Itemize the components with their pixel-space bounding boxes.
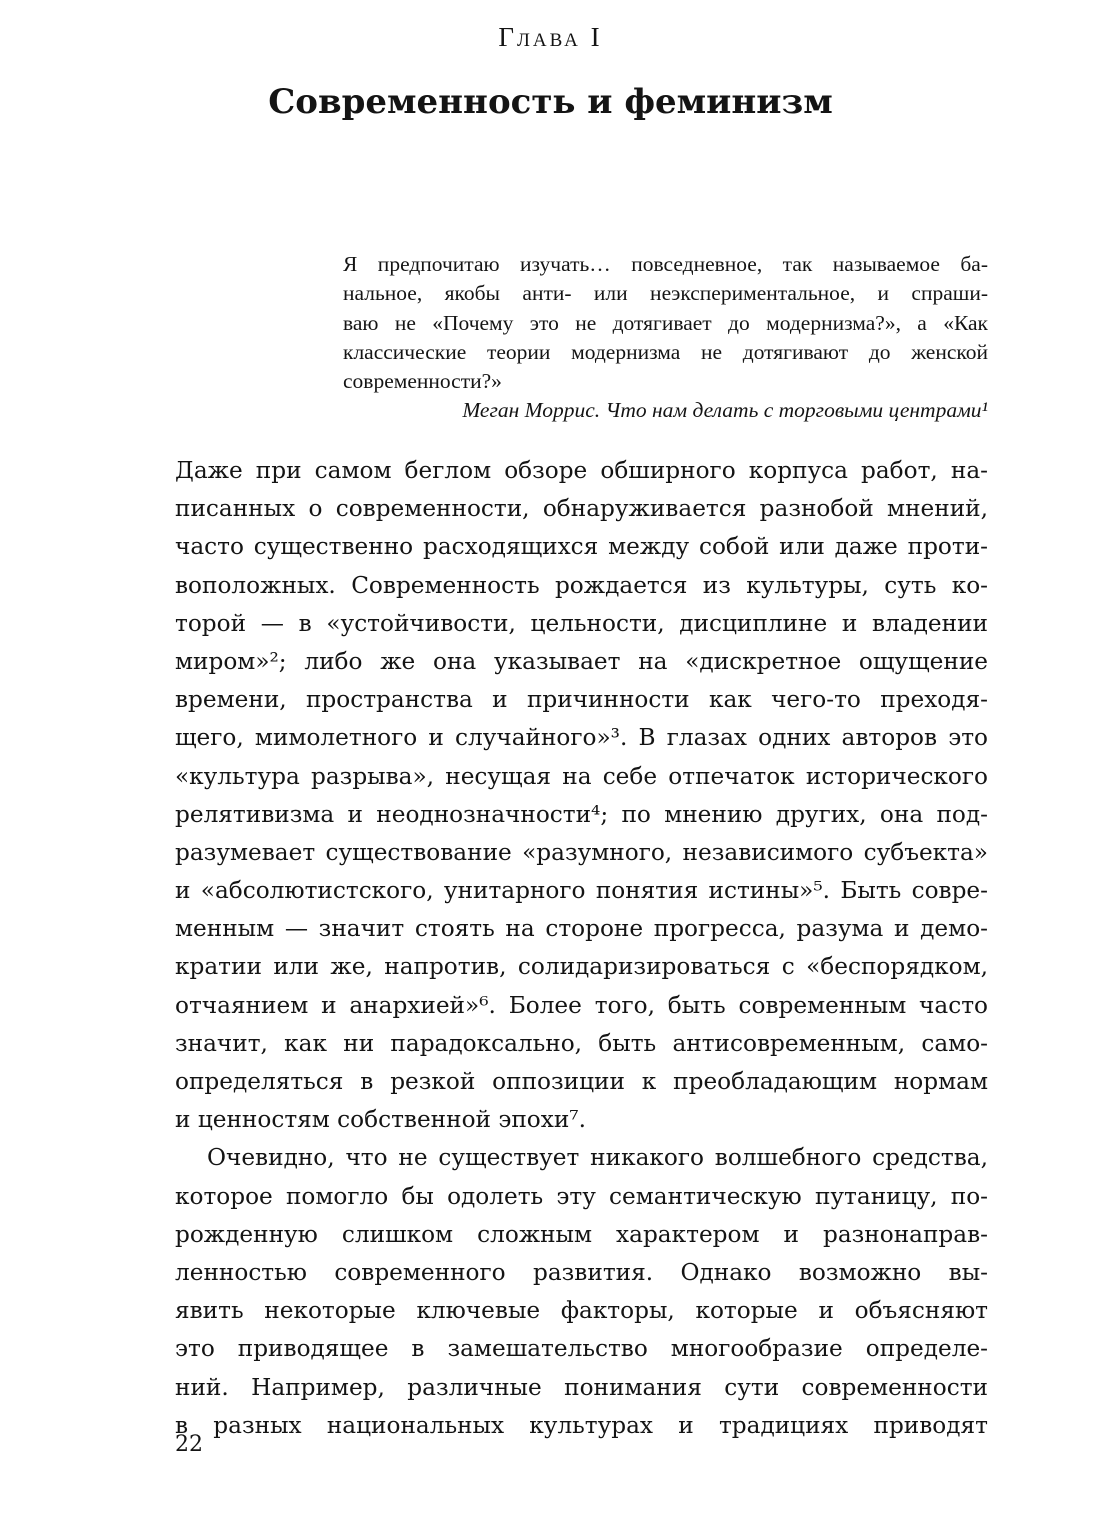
epigraph-line: современности?»: [343, 369, 502, 394]
text-line: и ценностям собственной эпохи⁷.: [175, 1106, 586, 1134]
text-line: разумевает существование «разумного, независимого субъекта»: [175, 838, 988, 866]
text-line: которое помогло бы одолеть эту семантическую путаницу, по-: [175, 1182, 988, 1210]
paragraph: [175, 452, 988, 1139]
text-line: кратии или же, напротив, солидаризироваться с «беспорядком,: [175, 953, 988, 981]
text-line: и «абсолютистского, унитарного понятия истины»⁵. Быть совре-: [175, 877, 988, 905]
text-line: торой — в «устойчивости, цельности, дисциплине и владении: [175, 609, 988, 637]
epigraph-line: Я предпочитаю изучать… повседневное, так называемое ба-: [343, 252, 988, 276]
chapter-title: Современность и феминизм: [268, 82, 833, 122]
text-line: ленностью современного развития. Однако возможно вы-: [175, 1258, 988, 1286]
page-number: 22: [175, 1432, 203, 1457]
text-line: релятивизма и неоднозначности⁴; по мнению других, она под-: [175, 800, 988, 828]
text-line: писанных о современности, обнаруживается разнобой мнений,: [175, 495, 988, 523]
text-line: определяться в резкой оппозиции к преобладающим нормам: [175, 1068, 988, 1095]
body-text: [175, 452, 988, 1445]
text-line: отчаянием и анархией»⁶. Более того, быть современным часто: [175, 991, 988, 1019]
text-line: времени, пространства и причинности как чего-то преходя-: [175, 686, 988, 714]
text-line: в разных национальных культурах и традициях приводят: [175, 1411, 988, 1439]
text-line: миром»²; либо же она указывает на «дискретное ощущение: [175, 647, 988, 675]
chapter-label: Глава I: [498, 22, 603, 52]
text-line: Очевидно, что не существует никакого волшебного средства,: [207, 1144, 988, 1172]
epigraph-attribution: Меган Моррис. Что нам делать с торговыми центрами¹: [462, 398, 988, 423]
text-line: значит, как ни парадоксально, быть антисовременным, само-: [175, 1029, 988, 1057]
text-line: часто существенно расходящихся между собой или даже проти-: [175, 533, 988, 561]
epigraph-line: ваю не «Почему это не дотягивает до модернизма?», а «Как: [343, 310, 988, 335]
text-line: ний. Например, различные понимания сути современности: [175, 1373, 988, 1401]
text-line: рожденную слишком сложным характером и разнонаправ-: [175, 1220, 988, 1248]
text-line: «культура разрыва», несущая на себе отпечаток исторического: [175, 762, 988, 790]
text-line: Даже при самом беглом обзоре обширного корпуса работ, на-: [175, 457, 988, 484]
text-line: явить некоторые ключевые факторы, которые и объясняют: [175, 1297, 988, 1325]
epigraph-line: нальное, якобы анти- или неэкспериментальное, и спраши-: [343, 281, 988, 306]
text-line: менным — значит стоять на стороне прогресса, разума и демо-: [175, 915, 988, 943]
epigraph-line: классические теории модернизма не дотягивают до женской: [343, 339, 988, 364]
paragraph: [175, 1139, 988, 1445]
text-line: щего, мимолетного и случайного»³. В глазах одних авторов это: [175, 724, 988, 752]
text-line: это приводящее в замешательство многообразие определе-: [175, 1335, 988, 1363]
epigraph: [343, 250, 988, 426]
text-line: воположных. Современность рождается из культуры, суть ко-: [175, 571, 988, 599]
